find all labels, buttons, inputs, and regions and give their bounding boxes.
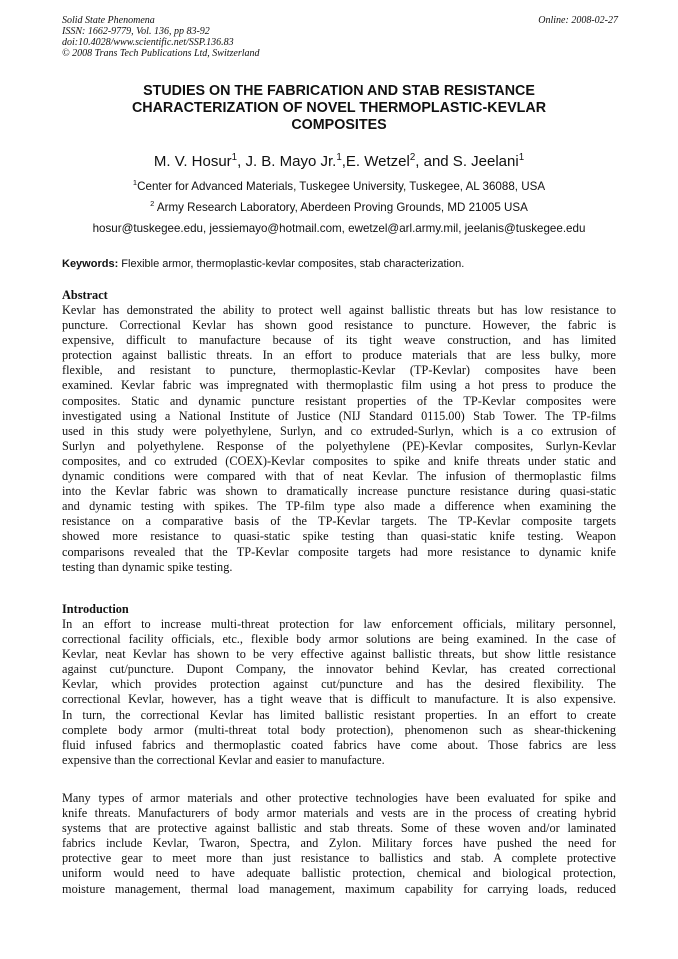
keywords	[62, 257, 616, 271]
affil-text: Center for Advanced Materials, Tuskegee University, Tuskegee, AL 36088, USA	[137, 180, 546, 193]
text-line: correctional Kevlar, however, has a tight weave that is difficult to manufacture. It is also expensive.	[62, 692, 616, 707]
text-line: flexible, and resistant to puncture, thermoplastic-Kevlar (TP-Kevlar) composites have been	[62, 363, 616, 378]
journal-name: Solid State Phenomena	[62, 15, 155, 26]
text-line: complete body armor (multi-threat total body protection), phenomenon such as shear-thickening	[62, 722, 616, 737]
author-name: , and S. Jeelani	[415, 153, 519, 170]
text-line: against cut/puncture. Dupont Company, the innovator behind Kevlar, has created correctional	[62, 662, 616, 677]
affil-mark: 1	[132, 178, 138, 188]
introduction-heading: Introduction	[62, 602, 129, 616]
text-line: In turn, the correctional Kevlar has limited ballistic resistant properties. In an effort to create	[62, 707, 616, 722]
text-line: Kevlar, which provides protection against cut/puncture and has the desired flexibility. The	[62, 677, 616, 692]
affiliation-1	[40, 180, 638, 194]
text-line: examined. Kevlar fabric was impregnated with thermoplastic film using a hot press to produce the	[62, 378, 616, 393]
text-line: composites, and co extruded (COEX)-Kevlar composites to spike and knife threats under static and	[62, 453, 616, 468]
author-affil-mark: 1	[336, 152, 342, 163]
introduction-paragraph-2	[62, 791, 616, 897]
text-line: puncture. Correctional Kevlar has shown good resistance to puncture. However, the fabric is	[62, 318, 616, 333]
text-line: and dynamic testing with spikes. The TP-film type also made a difference when examining the	[62, 499, 616, 514]
author-emails: hosur@tuskegee.edu, jessiemayo@hotmail.com, ewetzel@arl.army.mil, jeelanis@tuskegee.edu	[92, 222, 586, 235]
text-line: protection against ballistic threats. In an effort to produce materials that are less bulky, more	[62, 348, 616, 363]
affil-mark: 2	[150, 199, 155, 209]
text-line: expensive, difficult to manufacture because of its tight weave construction, and has limited	[62, 333, 616, 348]
online-date: Online: 2008-02-27	[538, 15, 618, 26]
abstract-body	[62, 303, 616, 575]
text-line: composites. Static and dynamic puncture resistant properties of the TP-Kevlar composites were	[62, 393, 616, 408]
text-line: uniform would need to have adequate ballistic protection, chemical and biological protection,	[62, 866, 616, 881]
text-line: showed more resistance to quasi-static spike testing than quasi-static knife testing. Weapon	[62, 529, 616, 544]
author-name: ,E. Wetzel	[341, 153, 410, 170]
author-name: , J. B. Mayo Jr.	[237, 153, 337, 170]
keywords-text: Flexible armor, thermoplastic-kevlar composites, stab characterization.	[118, 258, 465, 270]
text-line: In an effort to increase multi-threat protection for law enforcement officials, military personnel,	[62, 617, 616, 631]
author-name: M. V. Hosur	[153, 153, 232, 170]
journal-header	[62, 15, 260, 59]
author-affil-mark: 1	[231, 152, 238, 163]
text-line: Surlyn and polyethylene. Response of the polyethylene (PE)-Kevlar composites, Surlyn-Kevlar	[62, 438, 616, 453]
text-line: correctional facility officials, etc., flexible body armor solutions are being examined. In the case of	[62, 632, 616, 647]
text-line: Kevlar, neat Kevlar has shown to be very effective against ballistic threats, but show little resistance	[62, 647, 616, 662]
introduction-paragraph-1	[62, 617, 616, 768]
copyright-line: © 2008 Trans Tech Publications Ltd, Switzerland	[62, 48, 260, 59]
text-line: expensive than the correctional Kevlar and easier to manufacture.	[62, 752, 385, 767]
text-line: comparisons revealed that the TP-Kevlar composite targets had more resistance to dynamic knife	[62, 544, 616, 559]
text-line: fabrics include Kevlar, Twaron, Spectra, and Zylon. Military forces have pushed the need for	[62, 836, 616, 851]
affil-text: Army Research Laboratory, Aberdeen Proving Grounds, MD 21005 USA	[154, 201, 528, 214]
text-line: Kevlar has demonstrated the ability to protect well against ballistic threats but has low resistance to	[62, 303, 616, 317]
keywords-label: Keywords:	[62, 258, 119, 270]
text-line: used in this study were polyethylene, Surlyn, and co extruded-Surlyn, which is a co extrusion of	[62, 423, 616, 438]
text-line: knife threats. Manufacturers of body armor materials and vests are in the process of creating hybrid	[62, 806, 616, 821]
text-line: investigated using a National Institute of Justice (NIJ Standard 0115.00) Stab Tower. The TP-films	[62, 408, 616, 423]
text-line: protective gear to meet more than just resistance to ballistics and stab. A complete protective	[62, 851, 616, 866]
text-line: into the Kevlar fabric was shown to dramatically increase puncture resistance during quasi-static	[62, 484, 616, 499]
doi-line: doi:10.4028/www.scientific.net/SSP.136.83	[62, 37, 234, 48]
abstract-heading: Abstract	[62, 288, 108, 302]
author-affil-mark: 2	[409, 152, 416, 163]
author-affil-mark: 1	[518, 152, 525, 163]
text-line: fluid infused fabrics and thermoplastic coated fabrics have come about. Those fabrics are less	[62, 737, 616, 752]
text-line: resistance on a comparative basis of the TP-Kevlar targets. The TP-Kevlar composite targets	[62, 514, 616, 529]
text-line: moisture management, thermal load management, maximum capability for carrying loads, reduced	[62, 881, 616, 896]
title-line-1: STUDIES ON THE FABRICATION AND STAB RESISTANCE	[143, 83, 535, 99]
paper-title	[62, 83, 616, 134]
issn-line: ISSN: 1662-9779, Vol. 136, pp 83-92	[62, 26, 210, 37]
title-line-3: COMPOSITES	[291, 117, 387, 133]
text-line: dynamic conditions were compared with that of neat Kevlar. The infusion of thermoplastic films	[62, 469, 616, 484]
author-list	[62, 153, 616, 171]
text-line: Many types of armor materials and other protective technologies have been evaluated for spike and	[62, 791, 616, 805]
title-line-2: CHARACTERIZATION OF NOVEL THERMOPLASTIC-KEVLAR	[131, 100, 547, 116]
text-line: systems that are protective against ballistic and stab threats. Some of these woven and/or laminated	[62, 821, 616, 836]
text-line: testing than dynamic spike testing.	[62, 559, 233, 574]
affiliation-2	[40, 201, 638, 215]
